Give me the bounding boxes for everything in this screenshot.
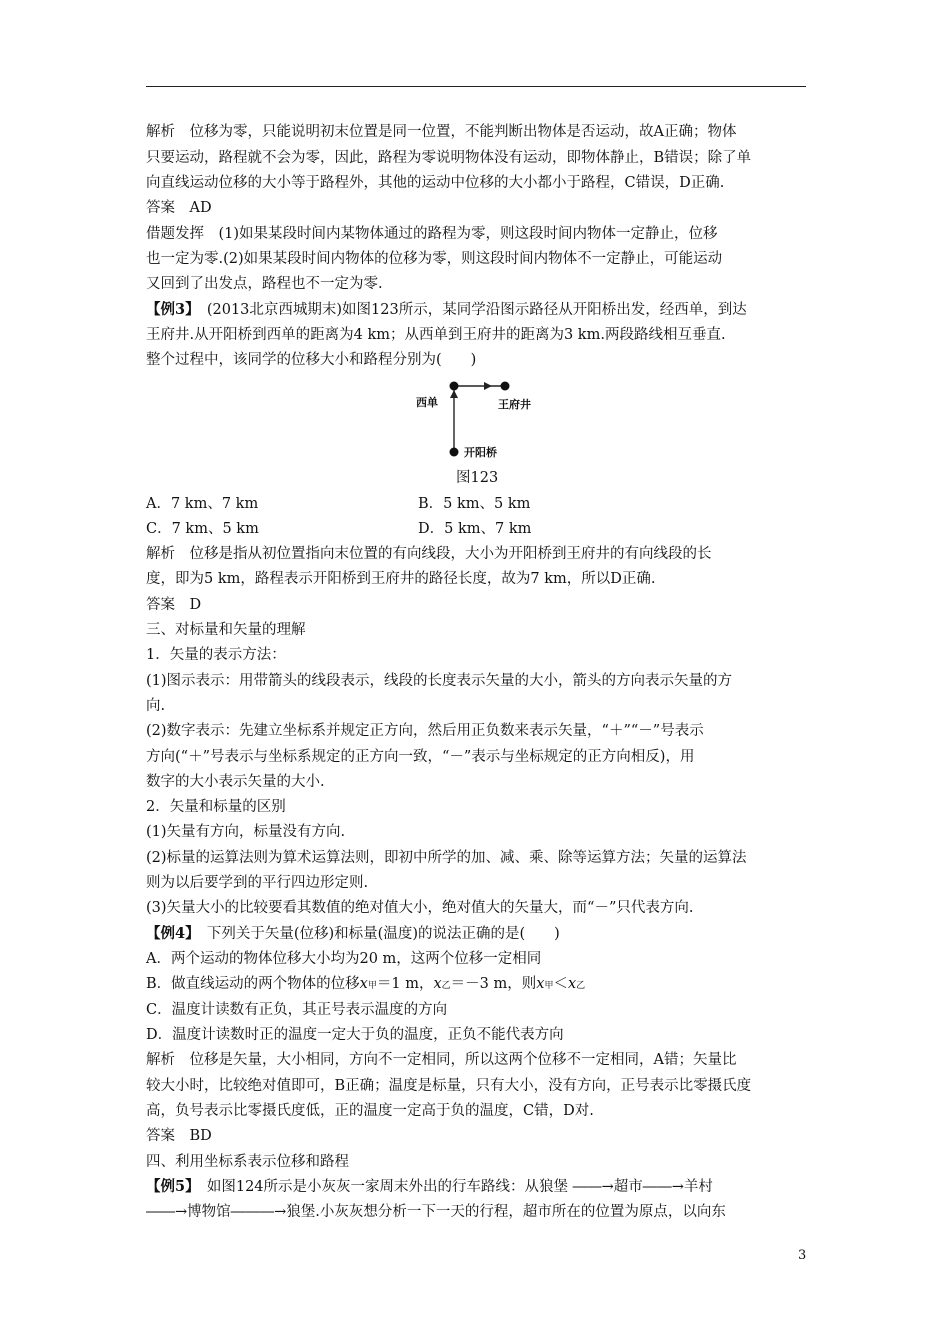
example5-line-2: ――→博物馆―――→狼堡.小灰灰想分析一下一天的行程，超市所在的位置为原点，以向东 — [146, 1204, 726, 1220]
var-x: x — [433, 976, 442, 992]
subscript: 乙 — [441, 981, 451, 991]
answer4-line: 答案 BD — [146, 1128, 212, 1144]
example5-text: 如图124所示是小灰灰一家周末外出的行车路线：从狼堡 ――→超市――→羊村 — [206, 1179, 713, 1195]
analysis4-line-1: 解析 位移是矢量，大小相同，方向不一定相同，所以这两个位移不一定相同，A错；矢量比 — [146, 1052, 737, 1068]
var-x: x — [359, 976, 368, 992]
analysis-line-2: 只要运动，路程就不会为零，因此，路程为零说明物体没有运动，即物体静止，B错误；除了单 — [146, 150, 752, 166]
option-d: D．5 km、7 km — [418, 521, 532, 537]
vector-repr-1-line-1: (1)图示表示：用带箭头的线段表示，线段的长度表示矢量的大小，箭头的方向表示矢量的方 — [146, 673, 733, 689]
example5-tag: 【例5】 — [146, 1178, 193, 1195]
vector-scalar-heading: 2．矢量和标量的区别 — [146, 799, 286, 815]
option-b-mid: ＝1 m， — [376, 976, 434, 992]
answer3-line: 答案 D — [146, 597, 202, 613]
wangfujing-point — [501, 382, 510, 391]
section-three-heading: 三、对标量和矢量的理解 — [146, 622, 306, 638]
label-xidan: 西单 — [416, 396, 438, 409]
option-b-prefix: B．做直线运动的两个物体的位移 — [146, 976, 360, 992]
analysis3-line-2: 度，即为5 km，路程表示开阳桥到王府井的路径长度，故为7 km，所以D正确. — [146, 571, 656, 587]
label-wangfujing: 王府井 — [498, 398, 531, 411]
difference-3: (3)矢量大小的比较要看其数值的绝对值大小，绝对值大的矢量大，而“－”只代表方向. — [146, 900, 694, 916]
option-b: B．5 km、5 km — [418, 496, 531, 512]
difference-2-line-2: 则为以后要学到的平行四边形定则. — [146, 875, 369, 891]
example3-tag: 【例3】 — [146, 301, 193, 318]
example4-option-b — [146, 972, 585, 998]
figure-caption: 图123 — [456, 470, 499, 486]
example5-line-1 — [146, 1175, 713, 1199]
difference-1: (1)矢量有方向，标量没有方向. — [146, 824, 346, 840]
option-c: C．7 km、5 km — [146, 521, 259, 537]
arrow-up-icon — [450, 390, 458, 398]
option-a: A．7 km、7 km — [146, 496, 259, 512]
section-four-heading: 四、利用坐标系表示位移和路程 — [146, 1154, 349, 1170]
arrow-right-icon — [484, 382, 492, 390]
subscript: 乙 — [576, 981, 586, 991]
vector-repr-1-line-2: 向. — [146, 698, 166, 714]
header-rule — [146, 86, 806, 87]
tip-line-1: 借题发挥 (1)如果某段时间内某物体通过的路程为零，则这段时间内物体一定静止，位移 — [146, 226, 718, 242]
analysis4-line-2: 较大小时，比较绝对值即可，B正确；温度是标量，只有大小，没有方向，正号表示比零摄氏度 — [146, 1078, 752, 1094]
analysis4-line-3: 高，负号表示比零摄氏度低，正的温度一定高于负的温度，C错，D对. — [146, 1103, 594, 1119]
example3-line-2: 王府井.从开阳桥到西单的距离为4 km；从西单到王府井的距离为3 km.两段路线相互垂直. — [146, 327, 726, 343]
example4-option-c: C．温度计读数有正负，其正号表示温度的方向 — [146, 1002, 448, 1018]
vector-repr-2-line-2: 方向(“＋”号表示与坐标系规定的正方向一致，“－”表示与坐标规定的正方向相反)，用 — [146, 749, 695, 765]
var-x: x — [536, 976, 545, 992]
example4-option-a: A．两个运动的物体位移大小均为20 m，这两个位移一定相同 — [146, 951, 542, 967]
kaiyangqiao-point — [450, 448, 459, 457]
vector-repr-2-line-1: (2)数字表示：先建立坐标系并规定正方向，然后用正负数来表示矢量，“＋”“－”号表示 — [146, 723, 704, 739]
example4-option-d: D．温度计读数时正的温度一定大于负的温度，正负不能代表方向 — [146, 1027, 564, 1043]
subscript: 甲 — [544, 981, 554, 991]
example3-text: (2013北京西城期末)如图123所示，某同学沿图示路径从开阳桥出发，经西单，到达 — [206, 302, 747, 318]
analysis3-line-1: 解析 位移是指从初位置指向末位置的有向线段，大小为开阳桥到王府井的有向线段的长 — [146, 546, 712, 562]
label-kaiyangqiao: 开阳桥 — [464, 446, 497, 459]
example4-line — [146, 922, 560, 946]
vector-repr-heading: 1．矢量的表示方法： — [146, 647, 286, 663]
subscript: 甲 — [367, 981, 377, 991]
page-number: 3 — [798, 1248, 807, 1263]
difference-2-line-1: (2)标量的运算法则为算术运算法则，即初中所学的加、减、乘、除等运算方法；矢量的运算法 — [146, 850, 747, 866]
var-x: x — [567, 976, 577, 992]
analysis-line-1: 解析 位移为零，只能说明初末位置是同一位置，不能判断出物体是否运动，故A正确；物体 — [146, 124, 737, 140]
vector-repr-2-line-3: 数字的大小表示矢量的大小. — [146, 774, 325, 790]
tip-line-3: 又回到了出发点，路程也不一定为零. — [146, 276, 383, 292]
analysis-line-3: 向直线运动位移的大小等于路程外，其他的运动中位移的大小都小于路程，C错误，D正确. — [146, 175, 725, 191]
example3-line-1 — [146, 298, 747, 322]
example4-tag: 【例4】 — [146, 925, 193, 942]
example4-text: 下列关于矢量(位移)和标量(温度)的说法正确的是( ) — [206, 926, 560, 942]
option-b-mid2: ＝－3 m，则 — [450, 976, 537, 992]
example3-line-3: 整个过程中，该同学的位移大小和路程分别为( ) — [146, 352, 477, 368]
xidan-point — [450, 382, 459, 391]
answer-line: 答案 AD — [146, 200, 212, 216]
tip-line-2: 也一定为零.(2)如果某段时间内物体的位移为零，则这段时间内物体不一定静止，可能运动 — [146, 251, 723, 267]
less-than: ＜ — [553, 976, 568, 992]
